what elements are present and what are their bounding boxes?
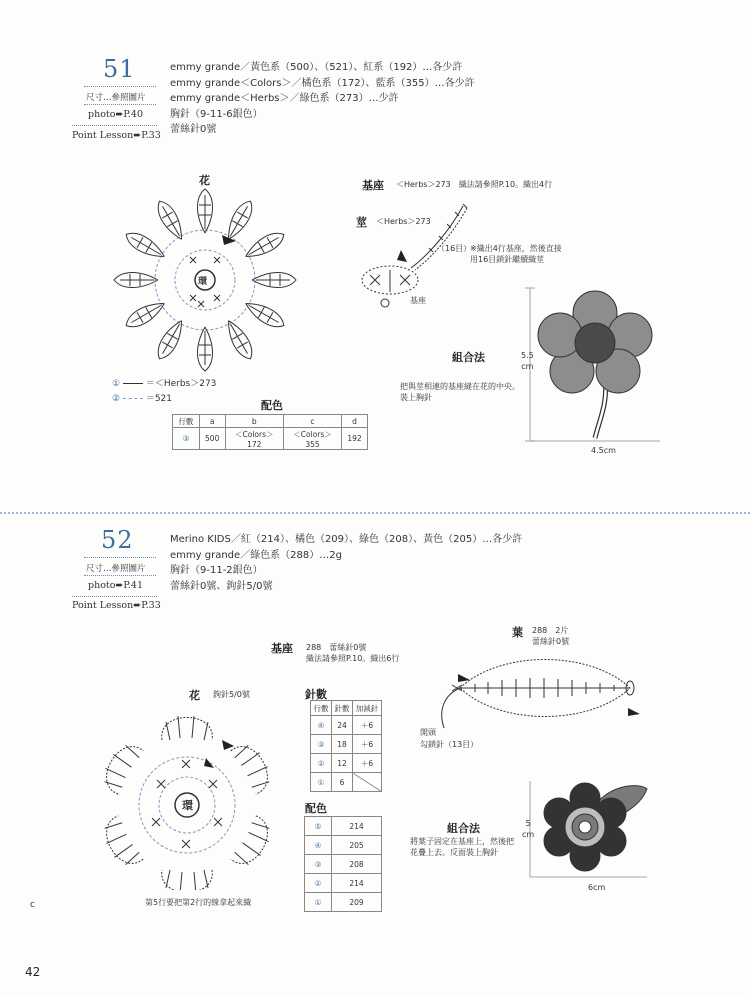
stem-desc xyxy=(470,243,562,265)
dotted-divider xyxy=(84,557,156,558)
legend-line xyxy=(123,383,143,384)
desc-line: 將葉子固定在基座上，然後把 xyxy=(410,837,514,846)
cell-line: 172 xyxy=(247,439,262,449)
assembly-desc xyxy=(400,381,520,403)
start-arrow-icon xyxy=(397,250,407,262)
stem-title: 莖 xyxy=(356,216,367,229)
table-cell: ① xyxy=(305,893,332,912)
desc-line: 把與莖相連的基座縫在花的中央。 xyxy=(400,382,520,391)
point-lesson-ref: Point Lesson➨P.33 xyxy=(72,130,161,141)
start-arrow-icon xyxy=(222,740,234,750)
dotted-divider xyxy=(72,596,157,597)
color-table-52 xyxy=(304,816,382,912)
table-cell xyxy=(353,773,382,792)
petal-stitch xyxy=(166,716,208,740)
flower-chart-52 xyxy=(102,700,272,890)
dim-value: 5 xyxy=(525,819,531,828)
table-cell xyxy=(283,428,341,450)
desc-line: 裝上胸針 xyxy=(400,393,432,402)
stem-note: ＜Herbs＞273 xyxy=(376,217,431,226)
stem-count: （16目） xyxy=(437,244,472,253)
desc-line: 花疊上去。反面裝上胸針 xyxy=(410,848,498,857)
section-separator xyxy=(0,512,750,514)
leaf-tail xyxy=(442,688,460,728)
flower-center xyxy=(575,323,615,363)
table-cell: ＋6 xyxy=(353,716,382,735)
materials-list xyxy=(170,532,522,594)
base-stitches xyxy=(370,270,410,292)
leaf-chart xyxy=(430,650,645,735)
table-cell: 205 xyxy=(332,836,382,855)
table-header: 加減針 xyxy=(353,701,382,716)
material-line: emmy grande＜Colors＞／橘色系（172）、藍系（355）…各少許 xyxy=(170,77,475,89)
page-number: 42 xyxy=(25,965,41,979)
table-cell: 214 xyxy=(332,874,382,893)
flower-note: 鉤針5/0號 xyxy=(213,690,250,699)
material-line: 蕾絲針0號、鉤針5/0號 xyxy=(170,580,273,592)
stitch-table xyxy=(310,700,382,792)
photo-ref: photo➨P.40 xyxy=(88,109,143,120)
legend-num: ① xyxy=(112,379,121,389)
cell-line: ＜Colors＞ xyxy=(293,429,332,439)
table-header: 針數 xyxy=(332,701,353,716)
pattern-51-number: 51 xyxy=(103,55,136,83)
table-cell: 12 xyxy=(332,754,353,773)
table-cell: ④ xyxy=(305,836,332,855)
start-arrow-icon xyxy=(204,758,214,768)
table-cell: ② xyxy=(305,874,332,893)
base-note: ＜Herbs＞273 織法請參照P.10。織出4行 xyxy=(396,180,553,189)
table-header: 行數 xyxy=(173,415,200,428)
table-header: c xyxy=(283,415,341,428)
legend-text: ＝521 xyxy=(145,394,173,404)
legend-1 xyxy=(112,376,216,389)
base-note xyxy=(306,642,399,664)
legend-num: ② xyxy=(112,394,121,404)
dim-height-52 xyxy=(522,818,534,840)
dim-unit: cm xyxy=(522,830,535,839)
base-title: 基座 xyxy=(362,179,384,192)
table-cell: 209 xyxy=(332,893,382,912)
dotted-divider xyxy=(84,104,156,105)
flower-caption: 第5行要把第2行的線拿起來織 xyxy=(145,898,252,907)
base-title: 基座 xyxy=(271,642,293,655)
dim-height-51 xyxy=(521,350,534,372)
ring-label: 環 xyxy=(198,277,208,287)
assembly-desc xyxy=(410,836,514,858)
cell-line: 355 xyxy=(305,439,320,449)
leaf-chain-label: 勾鎖針（13目） xyxy=(420,740,479,749)
legend-text: ＝＜Herbs＞273 xyxy=(145,379,217,389)
pattern-52-number: 52 xyxy=(101,526,134,554)
table-cell: 208 xyxy=(332,855,382,874)
legend-2 xyxy=(112,391,172,404)
dotted-divider xyxy=(72,125,157,126)
dotted-divider xyxy=(84,575,156,576)
table-cell: ③ xyxy=(305,855,332,874)
leaf-start: 開頭 xyxy=(420,728,436,737)
table-header: 行數 xyxy=(311,701,332,716)
material-line: emmy grande／黃色系（500）、（521）、紅系（192）…各少許 xyxy=(170,62,463,73)
color-title: 配色 xyxy=(305,802,327,815)
materials-list xyxy=(170,60,475,138)
desc-line: 用16目鎖針繼續織莖 xyxy=(470,255,545,264)
leaf-note xyxy=(532,625,569,647)
legend-line xyxy=(123,398,143,399)
table-cell: 18 xyxy=(332,735,353,754)
cell-line: ＜Colors＞ xyxy=(235,429,274,439)
note-line: 織法請參照P.10。織出6行 xyxy=(306,654,400,663)
note-line: 蕾絲針0號 xyxy=(532,637,570,646)
note-line: 288 2片 xyxy=(532,626,569,635)
stem-chain xyxy=(411,206,463,268)
assembly-title: 組合法 xyxy=(452,351,485,364)
table-cell: 214 xyxy=(332,817,382,836)
flower-title: 花 xyxy=(189,689,200,702)
ring-label: 環 xyxy=(182,799,193,812)
table-cell: ＋6 xyxy=(353,735,382,754)
size-line: 尺寸…參照圖片 xyxy=(86,564,146,574)
flower-illustration-51 xyxy=(520,283,670,463)
table-header: d xyxy=(342,415,368,428)
size-line: 尺寸…參照圖片 xyxy=(86,93,146,103)
corner-mark: c xyxy=(30,900,35,910)
table-cell: ④ xyxy=(311,716,332,735)
color-title: 配色 xyxy=(261,399,283,412)
stitch-title: 針數 xyxy=(305,688,327,701)
desc-line: ※織出4行基座，然後直接 xyxy=(470,244,562,253)
point-lesson-ref: Point Lesson➨P.33 xyxy=(72,600,161,611)
table-cell: 192 xyxy=(342,428,368,450)
leaf-title: 葉 xyxy=(512,626,523,639)
table-cell: ⑤ xyxy=(305,817,332,836)
table-cell: 24 xyxy=(332,716,353,735)
note-line: 288 蕾絲針0號 xyxy=(306,643,367,652)
flower-title: 花 xyxy=(199,174,210,187)
color-table-51 xyxy=(172,414,368,450)
dim-value: 5.5 xyxy=(521,351,534,360)
material-line: 胸針（9-11-6銀色） xyxy=(170,108,263,120)
table-header: a xyxy=(199,415,225,428)
photo-ref: photo➨P.41 xyxy=(88,580,143,591)
table-cell: 6 xyxy=(332,773,353,792)
table-cell xyxy=(225,428,283,450)
table-cell: ③ xyxy=(173,428,200,450)
base-ring xyxy=(381,299,389,307)
ring-inner xyxy=(579,821,591,833)
table-cell: 500 xyxy=(199,428,225,450)
table-cell: ③ xyxy=(311,735,332,754)
dim-width-51: 4.5cm xyxy=(591,446,616,455)
assembly-title: 組合法 xyxy=(447,822,480,835)
material-line: Merino KIDS／紅（214）、橘色（209）、綠色（208）、黃色（205）…各少許 xyxy=(170,534,523,545)
material-line: 蕾絲針0號 xyxy=(170,124,217,135)
table-cell: ① xyxy=(311,773,332,792)
dotted-divider xyxy=(84,86,156,87)
material-line: emmy grande／綠色系（288）…2g xyxy=(170,549,342,561)
table-cell: ＋6 xyxy=(353,754,382,773)
table-cell: ② xyxy=(311,754,332,773)
flower-illustration-52 xyxy=(525,775,655,885)
dim-width-52: 6cm xyxy=(588,883,606,892)
material-line: 胸針（9-11-2銀色） xyxy=(170,565,263,576)
material-line: emmy grande＜Herbs＞／綠色系（273）…少許 xyxy=(170,93,399,104)
base-label: 基座 xyxy=(410,296,426,305)
table-header: b xyxy=(225,415,283,428)
dim-unit: cm xyxy=(521,362,534,371)
start-arrow-icon xyxy=(628,708,640,716)
